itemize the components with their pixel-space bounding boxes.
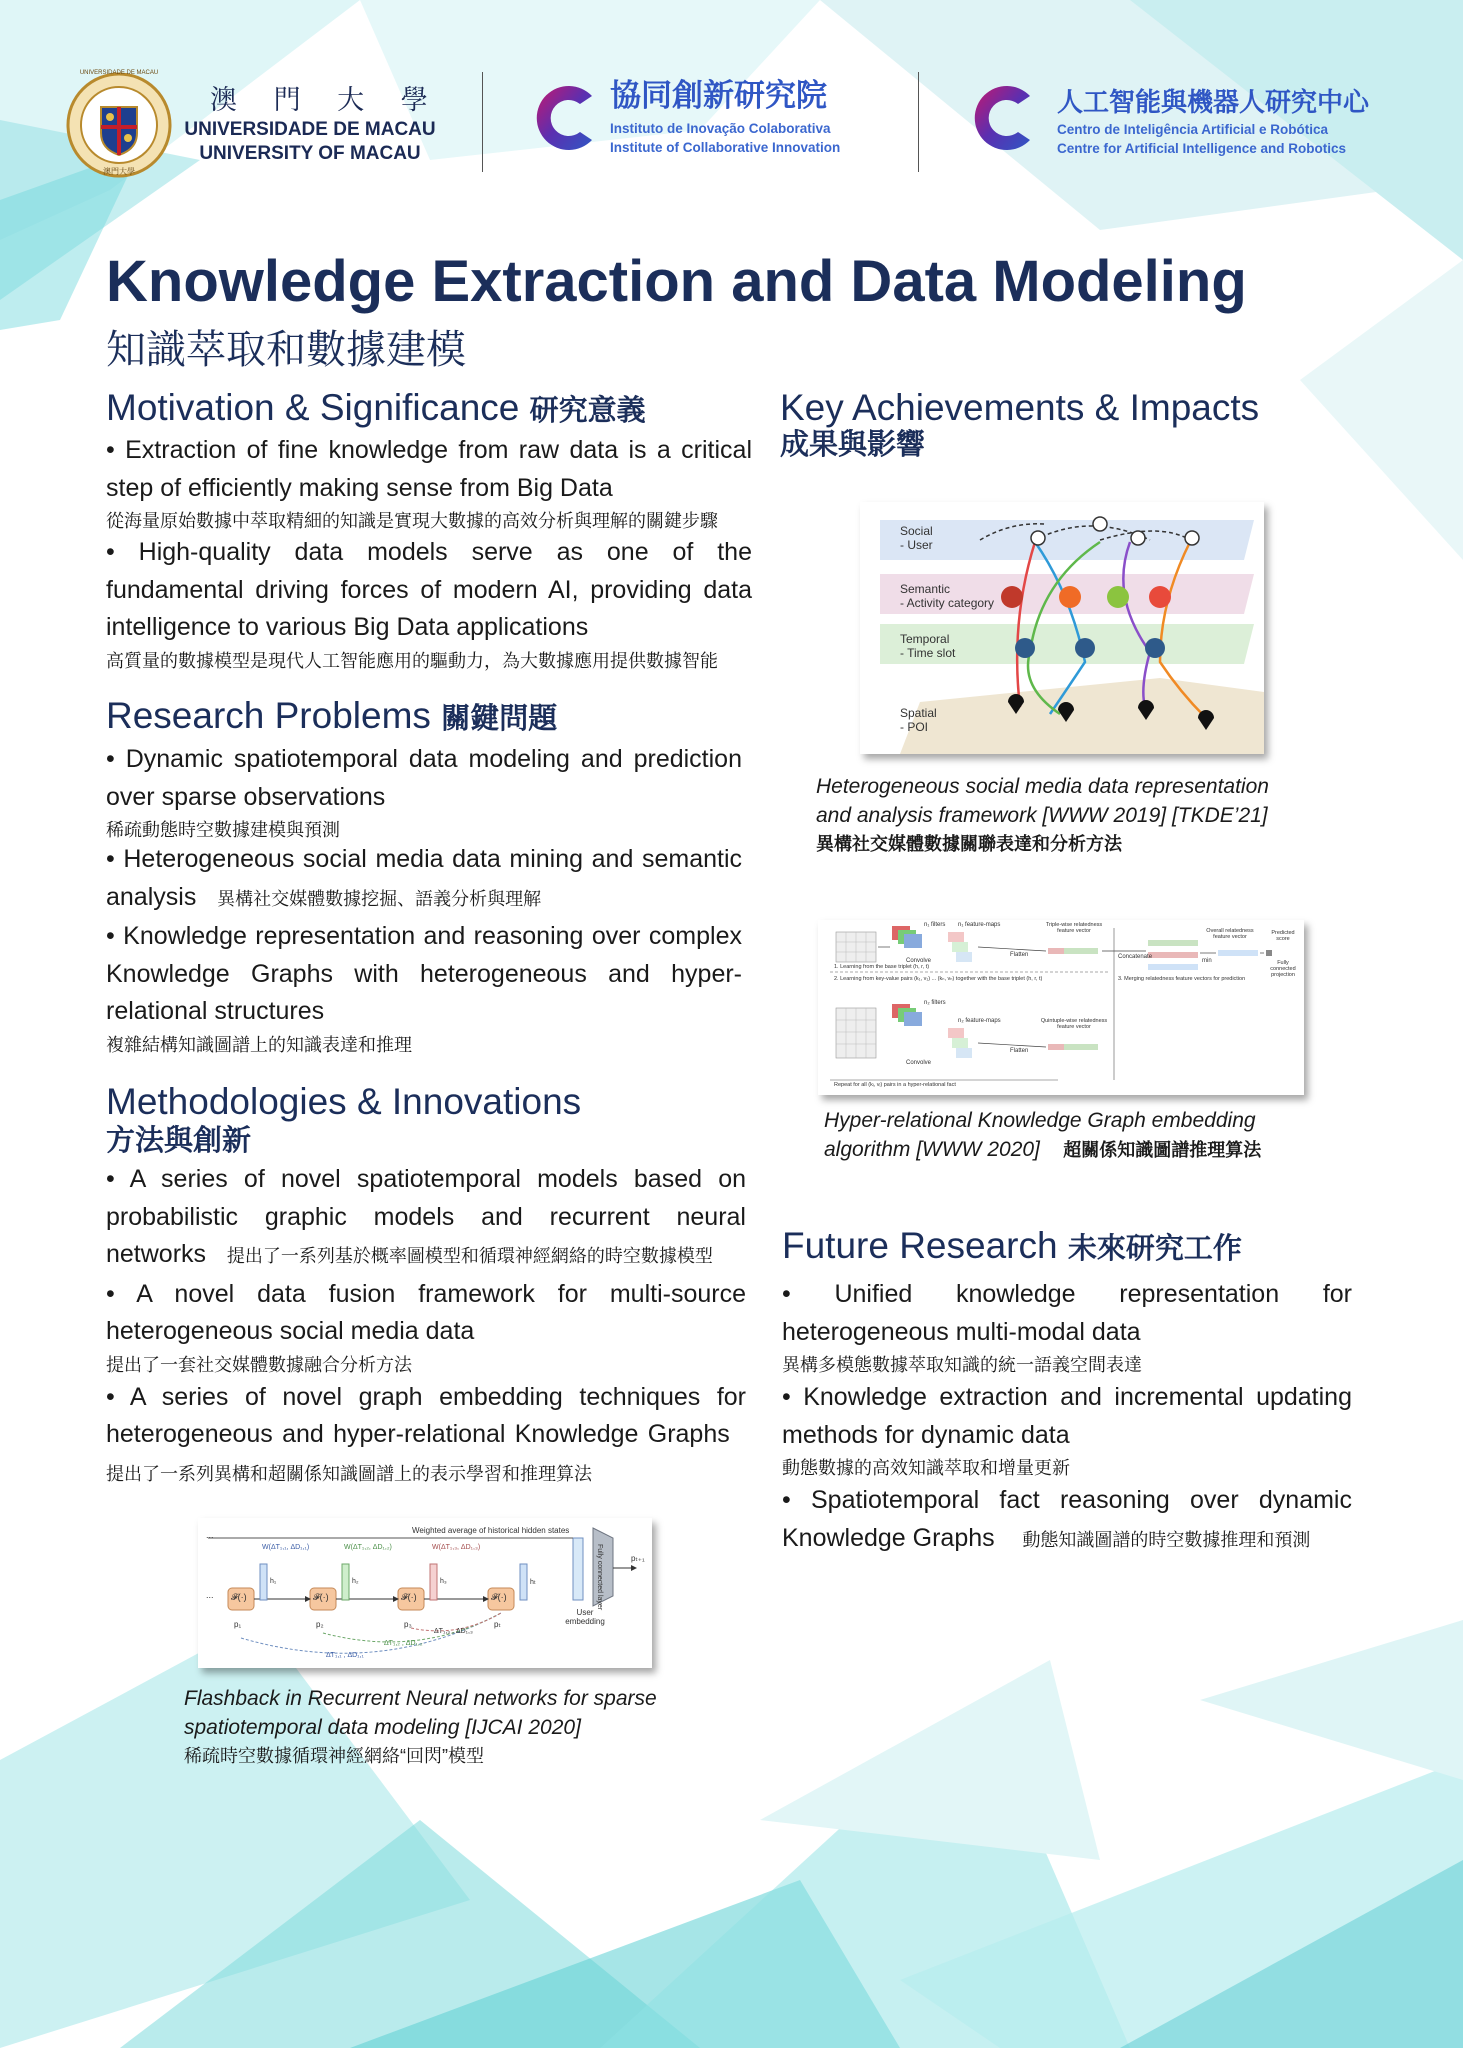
fb-pt: pₜ — [494, 1620, 501, 1629]
layer-social-name: Social — [900, 524, 933, 538]
problems-point-2-text: • Heterogeneous social media data mining and semantic analysis — [106, 845, 742, 911]
motivation-point-2: • High-quality data models serve as one of the fundamental driving forces of modern AI, providing data intelligence to various Big Data applications — [106, 538, 752, 641]
kg-step3: 3. Merging relatedness feature vectors for prediction — [1118, 976, 1246, 982]
um-name-en: UNIVERSITY OF MACAU — [199, 143, 421, 164]
seal-bottom-text: 澳門大學 — [103, 167, 135, 176]
social-media-caption — [816, 772, 1269, 859]
social-media-caption-2: and analysis framework [WWW 2019] [TKDE’21] — [816, 804, 1268, 827]
methods-point-2-zh: 提出了一套社交媒體數據融合分析方法 — [106, 1354, 412, 1375]
kg-step1: 1. Learning from the base triplet (h, r, t) — [834, 964, 930, 970]
cair-pt: Centro de Inteligência Artificial e Robótica — [1057, 122, 1329, 137]
cair-c-logo — [964, 76, 1036, 160]
methods-point-1 — [106, 1161, 746, 1276]
ici-pt: Instituto de Inovação Colaborativa — [610, 121, 831, 136]
flashback-caption — [184, 1684, 657, 1771]
problems-section — [106, 694, 742, 1059]
motivation-point-1-zh: 從海量原始數據中萃取精細的知識是實現大數據的高效分析與理解的關鍵步驟 — [106, 511, 718, 531]
fb-h3: h₃ — [440, 1578, 447, 1585]
page-subtitle: 知識萃取和數據建模 — [106, 328, 466, 372]
kg-caption — [824, 1106, 1261, 1165]
methods-point-1-zh: 提出了一系列基於概率圖模型和循環神經網絡的時空數據模型 — [226, 1246, 713, 1266]
methods-point-3-text: • A series of novel graph embedding techniques for heterogeneous and hyper-relational Knowledge Graphs — [106, 1382, 746, 1448]
problems-heading — [106, 694, 742, 741]
kg-fc: Fully connected projection — [1270, 960, 1296, 978]
future-section — [782, 1224, 1352, 1559]
kg-concatenate: Concatenate — [1118, 954, 1153, 960]
problems-point-1-zh: 稀疏動態時空數據建模與預測 — [106, 820, 340, 840]
future-point-3 — [782, 1482, 1352, 1559]
layer-temporal-sub: - Time slot — [900, 646, 956, 660]
kg-step2: 2. Learning from key-value pairs (k₁, v₁) ... (kₙ, vₙ) together with the base triplet (h, r, t) — [834, 976, 1043, 982]
hyper-relational-kg-figure — [818, 920, 1304, 1095]
ici-c-logo — [526, 76, 598, 160]
layer-social-sub: - User — [900, 538, 933, 552]
fb-ht: hₜ — [530, 1579, 536, 1586]
achievements-heading-en: Key Achievements & Impacts — [780, 387, 1260, 428]
fb-d1: ΔT₁,₃ , ΔD₁,₃ — [434, 1628, 473, 1635]
fb-h1: h₁ — [270, 1578, 277, 1585]
problems-point-3: • Knowledge representation and reasoning over complex Knowledge Graphs with heterogeneous and hyper-relational structures — [106, 922, 742, 1025]
kg-caption-2 — [824, 1135, 1261, 1165]
methods-point-2: • A novel data fusion framework for multi-source heterogeneous social media data — [106, 1279, 746, 1345]
kg-overall: Overall relatedness feature vector — [1206, 928, 1254, 940]
future-heading — [782, 1224, 1352, 1271]
kg-triple-wise: Triple-wise relatedness feature vector — [1045, 922, 1103, 934]
fb-f-1: 𝓕(·) — [231, 1592, 247, 1602]
future-point-1: • Unified knowledge representation for heterogeneous multi-modal data — [782, 1280, 1352, 1346]
fb-fc-label: Fully connected layer — [596, 1544, 603, 1611]
fb-d3: ΔT₁,₁ , ΔD₁,₁ — [326, 1652, 364, 1659]
methods-point-3-zh: 提出了一系列異構和超關係知識圖譜上的表示學習和推理算法 — [106, 1463, 592, 1484]
fb-p2: p₂ — [316, 1620, 324, 1629]
fb-f-2: 𝓕(·) — [313, 1592, 329, 1602]
motivation-section — [106, 386, 752, 675]
um-name-zh: 澳 門 大 學 — [210, 85, 442, 116]
future-point-2: • Knowledge extraction and incremental updating methods for dynamic data — [782, 1383, 1352, 1449]
layer-semantic-sub: - Activity category — [900, 596, 995, 610]
flashback-caption-zh: 稀疏時空數據循環神經網絡“回閃”模型 — [184, 1746, 484, 1766]
achievements-section — [780, 386, 1259, 463]
kg-flatten-2: Flatten — [1010, 1048, 1029, 1054]
social-media-caption-zh: 異構社交媒體數據關聯表達和分析方法 — [816, 834, 1122, 854]
kg-feature-maps-1: n₁ feature-maps — [958, 922, 1001, 928]
flashback-rnn-figure — [198, 1518, 652, 1668]
layer-social — [900, 524, 933, 552]
kg-quintuple: Quintuple-wise relatedness feature vector — [1040, 1018, 1108, 1030]
header-divider-2 — [918, 72, 919, 172]
methods-section — [106, 1080, 746, 1493]
future-point-3-zh: 動態知識圖譜的時空數據推理和預測 — [1022, 1529, 1311, 1550]
methods-heading-zh: 方法與創新 — [106, 1125, 252, 1157]
kg-predicted: Predicted score — [1271, 930, 1295, 942]
fb-f-4: 𝓕(·) — [491, 1592, 507, 1602]
future-heading-zh: 未來研究工作 — [1067, 1233, 1242, 1265]
fb-h2: h₂ — [352, 1578, 359, 1585]
kg-convolve-1: Convolve — [906, 958, 932, 964]
fb-pout-label: pₜ₊₁ — [631, 1554, 645, 1563]
motivation-point-2-zh: 高質量的數據模型是現代人工智能應用的驅動力，為大數據應用提供數據智能 — [106, 650, 718, 671]
layer-semantic — [900, 582, 994, 610]
methods-point-3 — [106, 1379, 746, 1494]
fb-d2: ΔT₁,₂ , ΔD₁,₂ — [384, 1640, 423, 1647]
kg-filters-2: n₂ filters — [924, 1000, 946, 1006]
header-divider-1 — [482, 72, 483, 172]
problems-point-3-zh: 複雜結構知識圖譜上的知識表達和推理 — [106, 1034, 412, 1055]
problems-point-2 — [106, 841, 742, 918]
fb-weighted-label: Weighted average of historical hidden states — [412, 1526, 570, 1535]
um-seal-logo — [66, 72, 172, 178]
fb-p3: p₃ — [404, 1620, 412, 1629]
kg-flatten-1: Flatten — [1010, 952, 1029, 958]
flashback-caption-2: spatiotemporal data modeling [IJCAI 2020] — [184, 1716, 581, 1739]
fb-dots-1: ... — [206, 1590, 214, 1600]
future-point-1-zh: 異構多模態數據萃取知識的統一語義空間表達 — [782, 1355, 1142, 1375]
page-title: Knowledge Extraction and Data Modeling — [106, 249, 1247, 314]
fb-f-3: 𝓕(·) — [401, 1592, 417, 1602]
methods-point-1-text: • A series of novel spatiotemporal models based on probabilistic graphic models and recurrent neural networks — [106, 1165, 746, 1268]
problems-point-1: • Dynamic spatiotemporal data modeling and prediction over sparse observations — [106, 745, 742, 811]
kg-min: min — [1202, 958, 1212, 964]
kg-feature-maps-2: n₂ feature-maps — [958, 1018, 1001, 1024]
kg-caption-2-text: algorithm [WWW 2020] — [824, 1138, 1040, 1161]
fb-w1: W(ΔT₁,₁, ΔD₁,₁) — [262, 1544, 310, 1551]
motivation-heading-zh: 研究意義 — [529, 395, 646, 427]
layer-spatial — [900, 706, 937, 734]
fb-w3: W(ΔT₁,₃, ΔD₁,₃) — [432, 1544, 481, 1551]
kg-convolve-2: Convolve — [906, 1060, 932, 1066]
social-media-caption-1: Heterogeneous social media data representation — [816, 775, 1269, 798]
layer-temporal-name: Temporal — [900, 632, 950, 646]
cair-en: Centre for Artificial Intelligence and Robotics — [1057, 141, 1347, 156]
seal-top-text: UNIVERSIDADE DE MACAU — [79, 70, 159, 76]
problems-point-2-zh: 異構社交媒體數據挖掘、語義分析與理解 — [217, 888, 542, 909]
ici-en: Institute of Collaborative Innovation — [610, 140, 841, 155]
achievements-heading-zh: 成果與影響 — [780, 429, 926, 461]
motivation-heading-en: Motivation & Significance — [106, 387, 520, 428]
fb-dots-2: ... — [206, 1530, 214, 1540]
problems-heading-en: Research Problems — [106, 695, 431, 736]
fb-w2: W(ΔT₁,₂, ΔD₁,₂) — [344, 1544, 392, 1551]
cair-title: 人工智能與機器人研究中心 — [1057, 87, 1370, 117]
future-heading-en: Future Research — [782, 1225, 1058, 1266]
motivation-point-1: • Extraction of fine knowledge from raw data is a critical step of efficiently making sense from Big Data — [106, 436, 752, 502]
future-point-2-zh: 動態數據的高效知識萃取和增量更新 — [782, 1458, 1070, 1478]
problems-heading-zh: 關鍵問題 — [441, 703, 558, 735]
fb-p1: p₁ — [234, 1620, 242, 1629]
um-name-pt: UNIVERSIDADE DE MACAU — [184, 119, 436, 140]
layer-spatial-sub: - POI — [900, 720, 929, 734]
kg-caption-1: Hyper-relational Knowledge Graph embedding — [824, 1109, 1256, 1132]
future-point-3-text: • Spatiotemporal fact reasoning over dynamic Knowledge Graphs — [782, 1486, 1352, 1552]
kg-caption-zh: 超關係知識圖譜推理算法 — [1063, 1140, 1262, 1160]
ici-title: 協同創新研究院 — [610, 78, 827, 113]
kg-repeat: Repeat for all (kᵢ, vᵢ) pairs in a hyper-relational fact — [834, 1082, 956, 1088]
layer-temporal — [900, 632, 955, 660]
layer-semantic-name: Semantic — [900, 582, 951, 596]
methods-heading-en: Methodologies & Innovations — [106, 1081, 582, 1122]
flashback-caption-1: Flashback in Recurrent Neural networks for sparse — [184, 1687, 657, 1710]
social-media-framework-figure — [860, 502, 1264, 754]
fb-user-emb-label: User embedding — [565, 1608, 605, 1626]
motivation-heading — [106, 386, 752, 433]
kg-filters-1: n₁ filters — [924, 922, 946, 928]
layer-spatial-name: Spatial — [900, 706, 937, 720]
